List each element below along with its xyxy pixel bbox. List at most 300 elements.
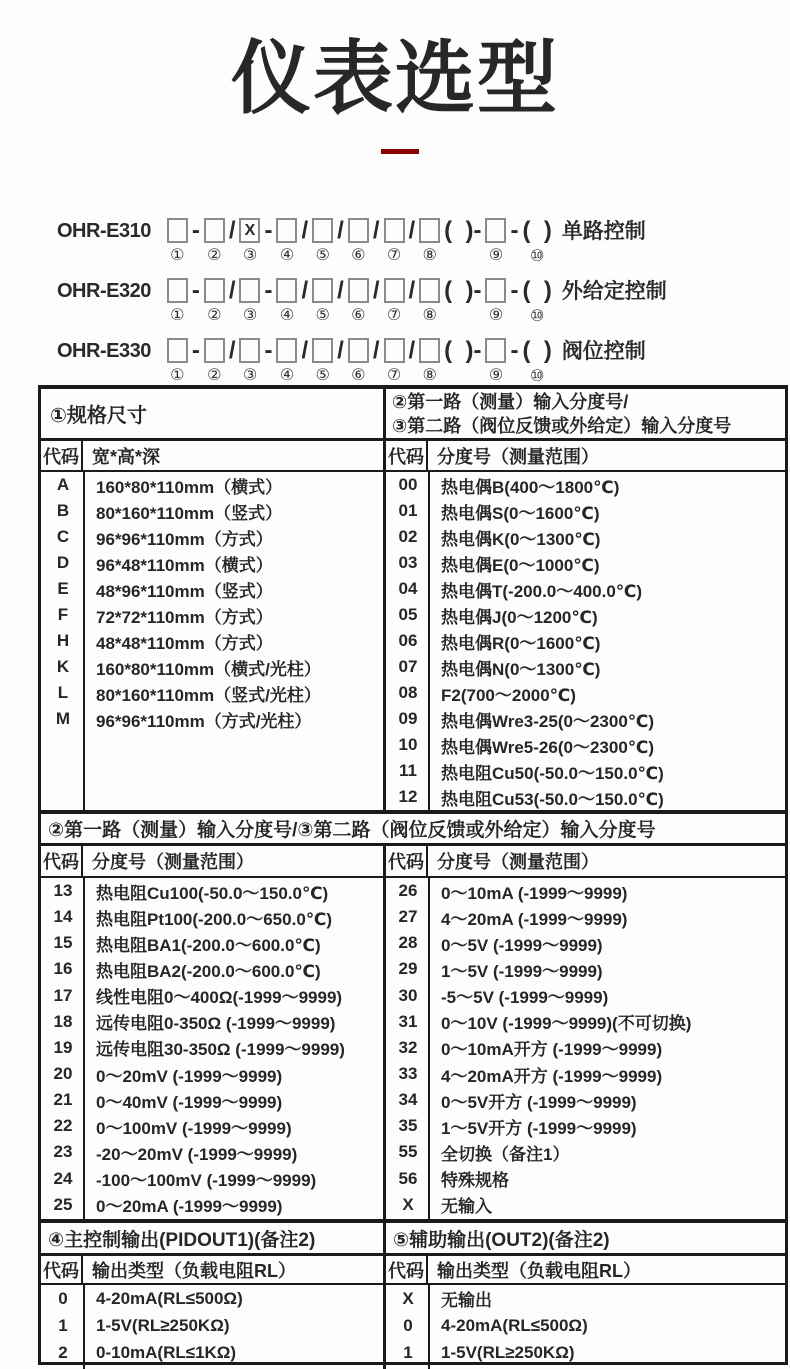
code-unit — [276, 218, 297, 264]
code-cell: K — [56, 657, 70, 676]
table-row — [41, 1285, 383, 1312]
column-header-row — [41, 1256, 383, 1285]
table-row — [41, 930, 383, 956]
code-separator: - — [264, 337, 273, 364]
model-line-ohr-e330 — [57, 338, 667, 385]
code-box — [384, 278, 405, 303]
code-cell: 15 — [53, 933, 73, 953]
input-grad-header-line2: ③第二路（阀位反馈或外给定）输入分度号 — [392, 415, 732, 436]
column-header-code: 代码 — [386, 441, 428, 470]
desc-cell: 热电偶K(0～1300℃) — [441, 529, 601, 549]
aux-output-header: ⑤辅助输出(OUT2)(备注2) — [386, 1223, 785, 1256]
code-separator: / — [408, 277, 416, 304]
desc-cell: 热电阻BA1(-200.0～600.0℃) — [96, 935, 321, 955]
desc-cell: 48*48*110mm（方式） — [96, 633, 273, 653]
column-header-code: 代码 — [386, 846, 428, 876]
model-name: OHR-E330 — [57, 340, 151, 362]
desc-cell: 热电偶R(0～1600℃) — [441, 633, 601, 653]
circled-number: ⑨ — [488, 307, 504, 324]
code-cell: B — [56, 501, 70, 520]
table-row — [41, 706, 383, 732]
table-row — [41, 1035, 383, 1061]
model-name: OHR-E310 — [57, 220, 151, 242]
table-row — [386, 498, 785, 524]
code-unit — [485, 278, 506, 324]
model-control-type-label: 外给定控制 — [561, 280, 667, 303]
table-row — [386, 1113, 785, 1139]
circled-number: ② — [207, 247, 222, 264]
code-cell: 23 — [53, 1142, 73, 1162]
code-unit — [348, 338, 369, 384]
code-cell: 12 — [398, 787, 418, 806]
code-separator: / — [372, 217, 380, 244]
column-header-desc: 输出类型（负载电阻RL） — [437, 1260, 641, 1281]
circled-number: ⑦ — [386, 367, 402, 384]
code-cell: 32 — [398, 1037, 418, 1057]
code-box — [204, 278, 225, 303]
model-control-type-label: 单路控制 — [561, 220, 646, 243]
code-box — [204, 218, 225, 243]
code-box — [239, 278, 260, 303]
column-header-row — [41, 441, 383, 472]
desc-cell: 80*160*110mm（竖式/光柱） — [96, 685, 321, 705]
code-cell: 56 — [398, 1168, 418, 1188]
aux-output-panel — [386, 1223, 785, 1369]
code-unit — [167, 338, 188, 384]
desc-cell: 80*160*110mm（竖式） — [96, 503, 283, 523]
table-row — [386, 930, 785, 956]
desc-cell: 1～5V开方 (-1999～9999) — [441, 1118, 637, 1138]
table-row — [386, 758, 785, 784]
code-cell: 35 — [398, 1116, 418, 1136]
circled-number: ② — [207, 307, 222, 324]
table-row — [41, 904, 383, 930]
circled-number: ④ — [279, 367, 295, 384]
code-cell: E — [57, 579, 69, 598]
table-row — [386, 1035, 785, 1061]
table-row — [386, 1166, 785, 1192]
code-cell: 01 — [398, 501, 418, 520]
circled-number: ② — [207, 367, 222, 384]
table-row — [386, 983, 785, 1009]
desc-cell: 96*96*110mm（方式/光柱） — [96, 711, 312, 731]
code-separator: / — [228, 277, 236, 304]
code-box — [384, 338, 405, 363]
column-header-desc: 分度号（测量范围） — [437, 446, 599, 467]
code-cell: 00 — [398, 475, 418, 494]
table-row — [386, 654, 785, 680]
code-cell: 27 — [398, 907, 418, 927]
code-unit — [167, 278, 188, 324]
code-separator: - — [510, 217, 519, 244]
code-cell: 31 — [398, 1011, 418, 1031]
code-cell: 05 — [398, 605, 418, 624]
circled-number: ⑥ — [351, 367, 366, 384]
code-cell: 21 — [53, 1090, 73, 1110]
code-box — [348, 338, 369, 363]
column-header-row — [386, 441, 785, 472]
circled-number: ⑨ — [488, 247, 504, 264]
desc-cell: 0～100mV (-1999～9999) — [96, 1118, 292, 1138]
table-row — [386, 1139, 785, 1165]
code-cell: 11 — [399, 761, 417, 780]
desc-cell: 热电偶Wre3-25(0～2300℃) — [441, 711, 655, 731]
input-grad-rows-left — [41, 878, 383, 1219]
code-cell: 28 — [398, 933, 418, 953]
code-cell: 1 — [403, 1342, 413, 1362]
code-box — [276, 218, 297, 243]
aux-output-rows — [386, 1285, 785, 1369]
code-box — [485, 278, 506, 303]
code-cell: 22 — [53, 1116, 73, 1136]
desc-cell: 1～5V (-1999～9999) — [441, 961, 603, 981]
table-row — [41, 1087, 383, 1113]
code-cell: 2 — [58, 1342, 68, 1362]
code-cell: 34 — [398, 1090, 418, 1110]
circled-number: ④ — [279, 307, 295, 324]
circled-number: ① — [170, 307, 185, 324]
code-box — [419, 278, 440, 303]
circled-number: ① — [170, 367, 185, 384]
desc-cell: 48*96*110mm（竖式） — [96, 581, 273, 601]
code-box — [419, 338, 440, 363]
table-row — [386, 1312, 785, 1339]
code-separator: ( )- — [444, 277, 482, 304]
desc-cell: 160*80*110mm（横式/光柱） — [96, 659, 321, 679]
desc-cell: 热电偶B(400～1800℃) — [441, 477, 620, 497]
circled-number: ⑤ — [315, 247, 330, 264]
code-cell: F — [57, 605, 69, 624]
column-header-code: 代码 — [41, 1256, 83, 1283]
code-cell: 08 — [398, 683, 418, 702]
model-line-ohr-e320 — [57, 278, 667, 325]
code-unit — [419, 218, 440, 264]
desc-cell: 热电阻Pt100(-200.0～650.0℃) — [96, 909, 333, 929]
table-row — [386, 1339, 785, 1366]
desc-cell: 1-5V(RL≥250KΩ) — [441, 1342, 575, 1362]
code-separator: / — [228, 337, 236, 364]
code-cell: 17 — [53, 985, 73, 1005]
circled-number: ⑦ — [386, 247, 402, 264]
desc-cell: 热电偶N(0～1300℃) — [441, 659, 601, 679]
code-unit — [204, 338, 225, 384]
column-header-desc: 输出类型（负载电阻RL） — [92, 1260, 296, 1281]
code-unit — [239, 338, 260, 384]
table-row — [386, 904, 785, 930]
circled-number: ⑩ — [529, 368, 545, 385]
code-cell: 0 — [403, 1315, 413, 1335]
code-separator: - — [510, 337, 519, 364]
code-separator: - — [264, 217, 273, 244]
code-separator: - — [264, 277, 273, 304]
desc-cell: 0～10mA (-1999～9999) — [441, 883, 628, 903]
table-row — [386, 550, 785, 576]
desc-cell: 0～20mV (-1999～9999) — [96, 1066, 283, 1086]
column-header-code: 代码 — [41, 441, 83, 470]
code-unit — [348, 278, 369, 324]
section-spec-and-input — [41, 389, 785, 810]
code-unit — [348, 218, 369, 264]
code-box — [312, 218, 333, 243]
code-cell: 33 — [398, 1064, 418, 1084]
desc-cell: F2(700～2000℃) — [441, 685, 576, 705]
circled-number: ⑩ — [529, 248, 545, 265]
table-row — [386, 1285, 785, 1312]
table-row — [386, 732, 785, 758]
code-cell: 10 — [398, 735, 418, 754]
table-row — [41, 498, 383, 524]
desc-cell: 无输出 — [441, 1291, 492, 1310]
circled-number: ⑥ — [351, 247, 366, 264]
code-cell: A — [56, 475, 70, 494]
circled-number: ⑧ — [422, 367, 437, 384]
selection-table — [38, 385, 788, 1365]
code-separator: / — [301, 277, 309, 304]
table-row — [386, 878, 785, 904]
column-header-row — [386, 846, 785, 878]
column-header-row — [41, 846, 383, 878]
input-grad-header — [386, 389, 785, 441]
desc-cell: 1-5V(RL≥250KΩ) — [96, 1315, 230, 1335]
code-cell: 02 — [398, 527, 418, 546]
code-unit — [419, 278, 440, 324]
code-cell: 20 — [53, 1064, 73, 1084]
code-unit — [312, 338, 333, 384]
code-unit — [239, 218, 260, 264]
desc-cell: 热电阻Cu50(-50.0～150.0℃) — [441, 763, 664, 783]
code-box — [204, 338, 225, 363]
desc-cell: 0～5V (-1999～9999) — [441, 935, 603, 955]
desc-cell: 热电偶E(0～1000℃) — [441, 555, 600, 575]
table-row — [41, 1061, 383, 1087]
code-box — [312, 278, 333, 303]
code-unit — [167, 218, 188, 264]
code-separator: - — [191, 337, 200, 364]
desc-cell: 热电偶J(0～1200℃) — [441, 607, 598, 627]
input-grad-panel — [386, 389, 785, 810]
code-unit — [485, 218, 506, 264]
desc-cell: 远传电阻30-350Ω (-1999～9999) — [96, 1040, 345, 1060]
table-row — [386, 628, 785, 654]
code-unit — [384, 278, 405, 324]
code-cell: 04 — [398, 579, 418, 598]
model-name: OHR-E320 — [57, 280, 151, 302]
code-box — [348, 218, 369, 243]
table-row — [41, 472, 383, 498]
circled-number: ⑧ — [422, 307, 437, 324]
circled-number: ⑨ — [488, 367, 504, 384]
desc-cell: 72*72*110mm（方式） — [96, 607, 273, 627]
code-paren: ( ) — [522, 217, 552, 244]
code-cell: C — [56, 527, 70, 546]
input-grad-rows-right — [386, 878, 785, 1219]
code-unit — [312, 218, 333, 264]
code-unit — [239, 278, 260, 324]
input-grad-header-line1: ②第一路（测量）输入分度号/ — [392, 391, 629, 412]
table-row — [386, 1087, 785, 1113]
code-box — [384, 218, 405, 243]
spec-size-header: ①规格尺寸 — [41, 389, 383, 441]
table-row — [386, 602, 785, 628]
code-separator: - — [510, 277, 519, 304]
input-grad-rows — [386, 472, 785, 810]
table-row — [41, 1166, 383, 1192]
circled-number: ⑧ — [422, 247, 437, 264]
code-box — [312, 338, 333, 363]
code-separator: / — [301, 337, 309, 364]
code-box — [348, 278, 369, 303]
table-row — [41, 956, 383, 982]
code-separator: / — [372, 337, 380, 364]
table-row — [41, 550, 383, 576]
model-code-section — [57, 218, 667, 398]
main-control-output-rows — [41, 1285, 383, 1369]
desc-cell: 全切换（备注1） — [441, 1144, 570, 1164]
code-separator: / — [408, 337, 416, 364]
table-row — [41, 524, 383, 550]
table-row — [386, 956, 785, 982]
code-separator: / — [301, 217, 309, 244]
desc-cell: 特殊规格 — [441, 1171, 509, 1191]
desc-cell: 热电阻Cu53(-50.0～150.0℃) — [441, 789, 664, 809]
desc-cell: 0～40mV (-1999～9999) — [96, 1092, 283, 1112]
code-cell: L — [57, 683, 69, 702]
table-row — [386, 784, 785, 810]
desc-cell: 线性电阻0～400Ω(-1999～9999) — [96, 988, 343, 1008]
table-row — [386, 472, 785, 498]
code-paren: ( ) — [522, 277, 552, 304]
main-control-output-panel — [41, 1223, 386, 1369]
column-header-desc: 分度号（测量范围） — [437, 852, 599, 872]
desc-cell: 160*80*110mm（横式） — [96, 477, 283, 497]
code-unit — [522, 278, 551, 325]
code-cell: D — [56, 553, 70, 572]
code-box — [167, 218, 188, 243]
desc-cell: 4～20mA (-1999～9999) — [441, 909, 628, 929]
code-separator: / — [408, 217, 416, 244]
table-row — [386, 1009, 785, 1035]
circled-number: ③ — [242, 247, 258, 264]
circled-number: ① — [170, 247, 185, 264]
code-box — [276, 278, 297, 303]
table-row — [41, 983, 383, 1009]
code-separator: - — [191, 217, 200, 244]
desc-cell: -100～100mV (-1999～9999) — [96, 1171, 317, 1191]
code-box — [485, 218, 506, 243]
code-box — [419, 218, 440, 243]
desc-cell: 96*96*110mm（方式） — [96, 529, 273, 549]
table-row — [386, 576, 785, 602]
code-separator: / — [372, 277, 380, 304]
table-row — [41, 878, 383, 904]
code-box — [167, 278, 188, 303]
column-header-code: 代码 — [386, 1256, 428, 1283]
code-cell: 30 — [398, 985, 418, 1005]
desc-cell: 远传电阻0-350Ω (-1999～9999) — [96, 1014, 336, 1034]
spec-size-rows — [41, 472, 383, 810]
desc-cell: 96*48*110mm（横式） — [96, 555, 273, 575]
title-underline — [381, 149, 419, 154]
desc-cell: 0～10V (-1999～9999)(不可切换) — [441, 1014, 692, 1034]
code-unit — [384, 218, 405, 264]
table-row — [386, 706, 785, 732]
code-cell: 29 — [398, 959, 418, 979]
table-row — [41, 1339, 383, 1366]
circled-number: ④ — [279, 247, 295, 264]
spec-size-panel — [41, 389, 386, 810]
code-cell: 13 — [53, 881, 73, 901]
code-cell: H — [56, 631, 70, 650]
desc-cell: 4-20mA(RL≤500Ω) — [96, 1288, 243, 1308]
desc-cell: 热电阻Cu100(-50.0～150.0℃) — [96, 883, 329, 903]
code-paren: ( ) — [522, 337, 552, 364]
section2-header: ②第一路（测量）输入分度号/③第二路（阀位反馈或外给定）输入分度号 — [41, 810, 785, 846]
desc-cell: 无输入 — [441, 1197, 492, 1217]
desc-cell: 热电偶Wre5-26(0～2300℃) — [441, 737, 655, 757]
desc-cell: 0～20mA (-1999～9999) — [96, 1197, 283, 1217]
code-separator: - — [191, 277, 200, 304]
code-unit — [276, 338, 297, 384]
code-cell: 19 — [53, 1037, 73, 1057]
code-separator: / — [337, 217, 344, 244]
code-cell: 14 — [53, 907, 73, 927]
code-cell: 0 — [58, 1288, 68, 1308]
code-separator: ( )- — [444, 217, 482, 244]
table-row — [41, 628, 383, 654]
code-cell: 03 — [398, 553, 418, 572]
circled-number: ⑥ — [351, 307, 366, 324]
table-row — [41, 1192, 383, 1218]
code-unit — [485, 338, 506, 384]
column-header-desc: 宽*高*深 — [92, 446, 161, 467]
desc-cell: 热电偶S(0～1600℃) — [441, 503, 600, 523]
desc-cell: 0-10mA(RL≤1KΩ) — [96, 1342, 237, 1362]
model-control-type-label: 阀位控制 — [561, 340, 646, 363]
column-header-row — [386, 1256, 785, 1285]
code-unit — [204, 278, 225, 324]
table-row — [41, 654, 383, 680]
code-cell: X — [402, 1288, 414, 1308]
input-grad-right-panel — [386, 846, 785, 1219]
code-cell: 1 — [58, 1315, 68, 1335]
code-separator: / — [337, 277, 344, 304]
code-cell: 09 — [398, 709, 418, 728]
table-row — [41, 602, 383, 628]
code-cell: 16 — [53, 959, 73, 979]
code-box: X — [239, 218, 260, 243]
desc-cell: 4～20mA开方 (-1999～9999) — [441, 1066, 663, 1086]
desc-cell: 热电阻BA2(-200.0～600.0℃) — [96, 961, 321, 981]
code-box — [485, 338, 506, 363]
code-unit — [204, 218, 225, 264]
circled-number: ⑤ — [315, 367, 330, 384]
code-box — [167, 338, 188, 363]
table-row — [41, 1113, 383, 1139]
section-input-grad-continued — [41, 846, 785, 1219]
code-cell: 55 — [398, 1142, 418, 1162]
circled-number: ③ — [242, 367, 258, 384]
code-cell: 24 — [53, 1168, 73, 1188]
table-row — [41, 1312, 383, 1339]
code-cell: 07 — [398, 657, 418, 676]
code-cell: 18 — [53, 1011, 73, 1031]
code-cell: X — [402, 1194, 414, 1214]
code-unit — [276, 278, 297, 324]
table-row — [386, 680, 785, 706]
desc-cell: 0～10mA开方 (-1999～9999) — [441, 1040, 663, 1060]
code-box — [276, 338, 297, 363]
table-row — [386, 1192, 785, 1218]
